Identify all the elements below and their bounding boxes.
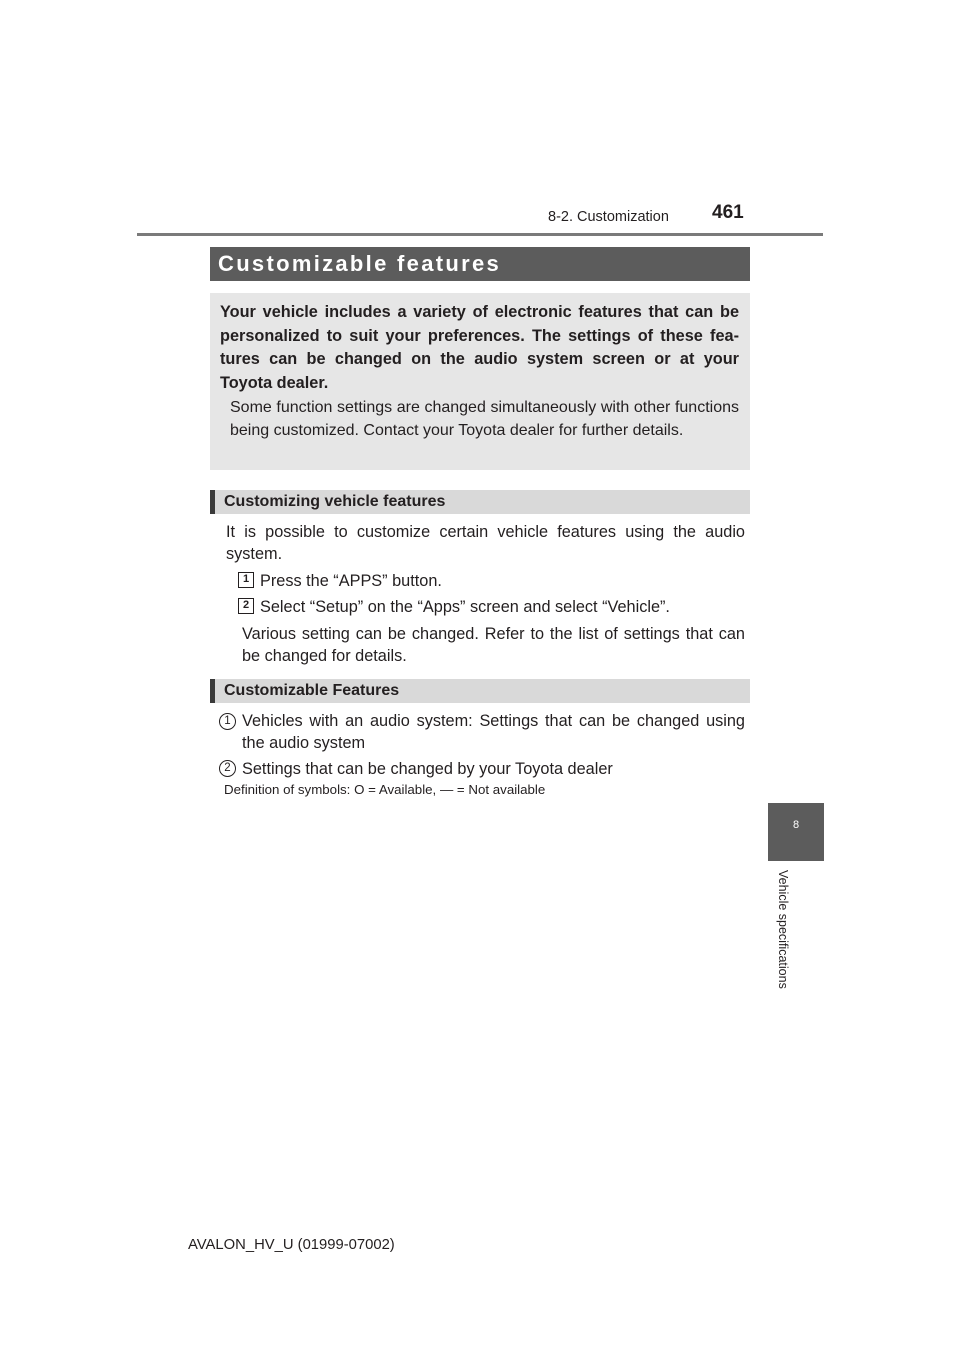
chapter-label: Vehicle specifications <box>776 870 790 989</box>
customizing-heading-label: Customizing vehicle features <box>224 493 446 510</box>
page-title: Customizable features <box>218 251 502 276</box>
legend-symbol-1: 1 <box>219 713 236 730</box>
legend-text-2: Settings that can be changed by your Toyota dealer <box>242 760 613 778</box>
step-number-2: 2 <box>238 598 254 614</box>
features-heading-label: Customizable Features <box>224 682 400 699</box>
customizing-paragraph: It is possible to customize certain vehicle features using the audio system. <box>226 523 745 563</box>
title-bar <box>210 247 750 281</box>
section-reference: 8-2. Customization <box>548 209 669 225</box>
chapter-tab <box>768 803 824 861</box>
step-2-text: Select “Setup” on the “Apps” screen and select “Vehicle”. <box>260 598 670 616</box>
step-number-1: 1 <box>238 572 254 588</box>
symbol-definition: Definition of symbols: O = Available, — = Not available <box>224 782 546 797</box>
features-heading <box>210 679 750 703</box>
header-divider <box>137 233 823 236</box>
chapter-number: 8 <box>792 819 800 831</box>
intro-note: Some function settings are changed simultaneously with other functions being customized. Contact your Toyota dealer for further details. <box>230 399 739 439</box>
legend-text-1: Vehicles with an audio system: Settings that can be changed using the audio system <box>242 712 745 752</box>
page-number: 461 <box>712 202 744 223</box>
intro-box <box>210 293 750 470</box>
intro-text: Your vehicle includes a variety of electronic features that can be personalized to suit your preferences. The settings of these features can be changed on the audio system screen or at your Toyota dealer. <box>220 303 739 392</box>
step-1-text: Press the “APPS” button. <box>260 572 442 590</box>
customizing-heading <box>210 490 750 514</box>
legend-symbol-2: 2 <box>219 760 236 777</box>
footer-code: AVALON_HV_U (01999-07002) <box>188 1237 395 1253</box>
step-note: Various setting can be changed. Refer to the list of settings that can be changed for details. <box>242 625 745 665</box>
